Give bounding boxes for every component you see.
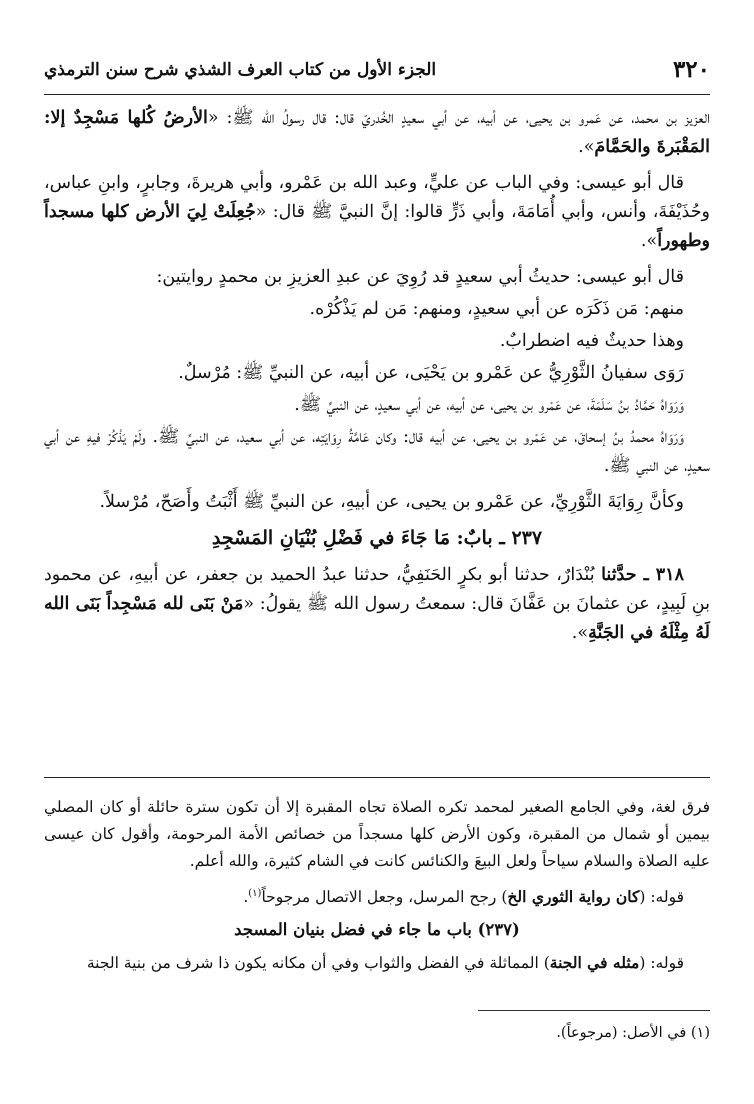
text-span: ) رجح المرسل، وجعل الاتصال مرجوحاً xyxy=(261,888,508,907)
paragraph: وهذا حديثٌ فيه اضطرابٌ. xyxy=(499,331,684,351)
commentary-paragraph: فرق لغة، وفي الجامع الصغير لمحمد تكره الصلاة تجاه المقبرة إلا أن تكون سترة حائلة أو كان المصلي بيمين أو شمال من المقبرة، وكون الأرض كلها مسجداً من خصائص الأمة المرحومة، وأقول كان عيسى عليه الصلاة والسلام سياحاً ولعل البيعَ والكنائس كانت في الشام كثيرة، والله أعلم. xyxy=(44,798,710,870)
text-span: قوله: ( xyxy=(639,888,684,907)
text-span: . xyxy=(243,888,249,907)
hadith-number: ٣١٨ ـ حدَّثنا xyxy=(601,565,684,585)
header-rule xyxy=(44,94,710,95)
paragraph: قال أبو عيسى: حديثُ أبي سعيدٍ قد رُوِيَ عن عبدِ العزيزِ بن محمدٍ روايتين: xyxy=(156,267,684,287)
text-span: ) المماثلة في الفضل والثواب وفي أن مكانه يكون ذا شرف من بنية الجنة xyxy=(86,954,550,973)
paragraph xyxy=(44,169,710,256)
main-text xyxy=(44,104,710,655)
paragraph xyxy=(44,104,710,162)
footnote-ref[interactable]: (١) xyxy=(248,888,262,899)
text-span: قوله: ( xyxy=(639,954,684,973)
paragraph: منهم: مَن ذَكَرَه عن أبي سعيدٍ، ومنهم: مَن لم يَذْكُرْه. xyxy=(309,299,684,319)
running-title: الجزء الأول من كتاب العرف الشذي شرح سنن الترمذي xyxy=(44,60,437,80)
footnote-rule xyxy=(478,1010,710,1011)
paragraph: وكأنَّ رِوَايَةَ الثَّوْرِيِّ، عن عَمْرو بن يحيى، عن أبيهِ، عن النبيِّ ﷺ أَثْبَتُ وأَصَحّ، مُرْسلاً. xyxy=(99,492,684,512)
hadith-quote: جُعِلَتْ لِيَ الأرض كلها مسجداً وطهوراً xyxy=(44,202,710,251)
quoted-phrase: كان رواية الثوري الخ xyxy=(507,887,640,907)
page xyxy=(44,0,710,1104)
paragraph xyxy=(44,561,710,648)
chapter-title: ٢٣٧ ـ بابٌ: مَا جَاءَ في فَضْلِ بُنْيَانِ المَسْجِدِ xyxy=(211,527,543,549)
page-header xyxy=(44,52,710,92)
commentary-heading: (٢٣٧) باب ما جاء في فضل بنيان المسجد xyxy=(234,920,520,940)
quoted-phrase: مثله في الجنة xyxy=(549,953,640,973)
text-span: ». xyxy=(640,231,658,251)
text-span: العزيز بن محمد، عن عَمرو بن يحيى، عن أبيه، عن أبي سعيدٍ الخُدريّ قال: قال رسولُ الله ﷺ: « xyxy=(207,108,710,128)
paragraph: رَوَى سفيانُ الثَّوْرِيُّ عن عَمْرو بن يَحْيَى، عن أبيه، عن النبيِّ ﷺ: مُرْسلٌ. xyxy=(178,363,684,383)
paragraph: وَرَوَاهُ محمدُ بنُ إسحاقَ، عن عَمْرو بن يحيى، عن أبيه قال: وكان عَامَّةُ رِوَايَتِه، عن أبي سعيد، عن النبيِّ ﷺ. ولَمْ يَذْكُرْ فيهِ عن أبي سعيدٍ، عن النبي ﷺ. xyxy=(44,427,710,476)
commentary xyxy=(44,794,710,982)
commentary-paragraph xyxy=(44,880,710,911)
text-span: قال أبو عيسى: وفي الباب عن عليٍّ، وعبد الله بن عَمْرو، وأبي هريرةَ، وجابرٍ، وابنِ عباس، وحُذَيْفَةَ، وأنس، وأبي أُمَامَةَ، وأبي ذَرٍّ قالوا: إنَّ النبيَّ ﷺ قال: « xyxy=(44,173,710,222)
text-span: بُنْدَارٌ، حدثنا أبو بكرٍ الحَنَفِيُّ، حدثنا عبدُ الحميد بن جعفر، عن أبيهِ، عن محمود بنِ لَبِيدٍ، عن عثمانَ بن عَفَّانَ قال: سمعتُ رسول الله ﷺ يقولُ: « xyxy=(44,565,710,614)
text-span: ». xyxy=(571,623,589,643)
hadith-quote: الأرضُ كُلها مَسْجِدٌ إلا: المَقْبَرةَ والحَمَّامَ xyxy=(44,108,710,157)
text-span: ». xyxy=(578,137,595,157)
commentary-paragraph xyxy=(44,949,710,977)
commentary-separator xyxy=(44,777,710,778)
hadith-quote: مَنْ بَنَى لله مَسْجِداً بَنَى الله لَهُ مِثْلَهُ في الجَنَّةِ xyxy=(44,594,710,643)
footnote: (١) في الأصل: (مرجوعاً). xyxy=(556,1025,710,1041)
paragraph: وَرَوَاهُ حَمَّادُ بنُ سَلَمَةَ، عن عَمْرو بن يحيى، عن أبيه، عن أبي سعيدٍ، عن النبيِّ ﷺ. xyxy=(294,395,684,415)
page-number: ٣٢٠ xyxy=(672,56,710,83)
